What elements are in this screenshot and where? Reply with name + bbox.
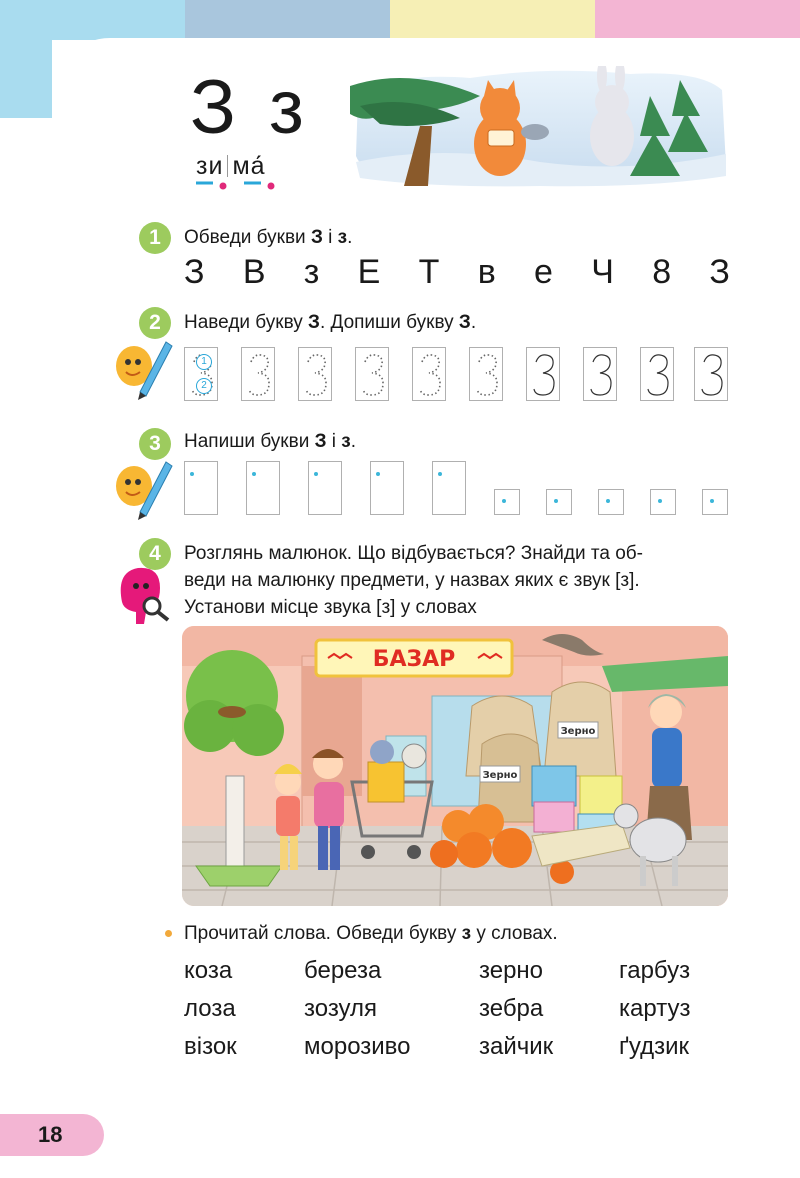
write-cell[interactable] <box>526 347 560 401</box>
reading-letter: з <box>461 923 472 944</box>
sack-label: Зерно <box>560 726 596 737</box>
task3-text-end: . <box>350 431 357 452</box>
reading-instruction <box>184 920 558 947</box>
task-number-2: 2 <box>139 307 171 339</box>
word: зебра <box>479 995 544 1022</box>
trace-cell[interactable] <box>469 347 503 401</box>
word: картуз <box>619 995 691 1022</box>
lowercase-write-cell[interactable] <box>494 489 520 515</box>
start-dot <box>314 472 318 476</box>
write-cell[interactable] <box>640 347 674 401</box>
start-dot <box>252 472 256 476</box>
task1-letter[interactable]: Е <box>357 253 381 291</box>
winter-scene-illustration <box>350 66 728 188</box>
task3-text-mid: і <box>326 431 342 452</box>
task1-letter[interactable]: в <box>477 253 496 291</box>
task-number-1: 1 <box>139 222 171 254</box>
corner-tab <box>0 0 52 118</box>
pencil-character-icon <box>110 330 174 400</box>
task1-letter[interactable]: е <box>534 253 553 291</box>
task1-letter[interactable]: Ч <box>591 253 614 291</box>
magnifier-character-icon <box>112 562 174 628</box>
task1-letter[interactable]: з <box>303 253 320 291</box>
task-number-3: 3 <box>139 428 171 460</box>
task1-instruction <box>184 224 352 251</box>
task1-letter[interactable]: З <box>709 253 730 291</box>
start-dot <box>502 499 506 503</box>
word: зайчик <box>479 1033 554 1060</box>
task1-letter[interactable]: В <box>242 253 266 291</box>
word: зозуля <box>304 995 378 1022</box>
start-dot <box>606 499 610 503</box>
write-cell[interactable] <box>583 347 617 401</box>
trace-cell[interactable] <box>355 347 389 401</box>
start-dot <box>710 499 714 503</box>
task4-instruction <box>184 540 744 621</box>
task4-line-1: Розглянь малюнок. Що відбувається? Знайди та об- <box>184 543 643 564</box>
word: береза <box>304 957 382 984</box>
start-dot <box>658 499 662 503</box>
task-number-4: 4 <box>139 538 171 570</box>
color-band-2 <box>185 0 390 40</box>
lowercase-write-cell[interactable] <box>650 489 676 515</box>
task4-line-3: Установи місце звука [з] у словах <box>184 597 477 618</box>
word: коза <box>184 957 233 984</box>
task1-letter-row <box>184 252 730 292</box>
syllable-second: ма́ <box>232 152 266 180</box>
stroke-marker-2: 2 <box>196 378 212 394</box>
market-sign: БАЗАР <box>372 647 456 672</box>
task3-instruction <box>184 428 356 455</box>
reading-text-end: у словах. <box>471 923 558 944</box>
task2-text-mid: . Допиши букву <box>319 312 459 333</box>
market-illustration <box>182 626 728 906</box>
sack-label: Зерно <box>482 770 518 781</box>
write-cell[interactable] <box>694 347 728 401</box>
word: гарбуз <box>619 957 691 984</box>
trace-cell[interactable] <box>412 347 446 401</box>
task1-text-mid: і <box>322 227 338 248</box>
uppercase-write-cell[interactable] <box>246 461 280 515</box>
task1-text-start: Обведи букви <box>184 227 311 248</box>
bullet-dot <box>165 930 172 937</box>
uppercase-write-cell[interactable] <box>184 461 218 515</box>
syllable-scheme <box>196 152 266 181</box>
syllable-marks <box>196 180 286 192</box>
word: візок <box>184 1033 237 1060</box>
word: лоза <box>184 995 236 1022</box>
task1-letter[interactable]: Т <box>418 253 440 291</box>
trace-cell[interactable] <box>241 347 275 401</box>
word-list <box>184 954 744 1064</box>
start-dot <box>376 472 380 476</box>
start-dot <box>438 472 442 476</box>
task2-letter-write: З <box>458 312 471 333</box>
syllable-divider <box>227 155 228 177</box>
task1-letter-lower: з <box>337 227 348 248</box>
trace-cell[interactable] <box>298 347 332 401</box>
color-band-3 <box>390 0 595 40</box>
word: ґудзик <box>619 1033 689 1060</box>
task2-text-end: . <box>470 312 477 333</box>
letter-title: З з <box>190 65 310 150</box>
page-number: 18 <box>0 1114 104 1156</box>
color-band-4 <box>595 0 800 40</box>
start-dot <box>554 499 558 503</box>
uppercase-write-cell[interactable] <box>432 461 466 515</box>
word: зерно <box>479 957 544 984</box>
stroke-marker-1: 1 <box>196 354 212 370</box>
task1-letter[interactable]: 8 <box>652 253 672 291</box>
task2-text-start: Наведи букву <box>184 312 309 333</box>
lowercase-write-cell[interactable] <box>546 489 572 515</box>
lowercase-write-cell[interactable] <box>702 489 728 515</box>
task1-text-end: . <box>347 227 353 248</box>
task3-letter-lower: з <box>341 431 351 452</box>
lowercase-write-cell[interactable] <box>598 489 624 515</box>
task2-instruction <box>184 309 476 336</box>
uppercase-write-cell[interactable] <box>370 461 404 515</box>
pencil-character-icon <box>110 450 174 520</box>
task1-letter-upper: З <box>310 227 323 248</box>
task3-text-start: Напиши букви <box>184 431 315 452</box>
uppercase-write-cell[interactable] <box>308 461 342 515</box>
task3-letter-upper: З <box>314 431 327 452</box>
task1-letter[interactable]: З <box>184 253 205 291</box>
start-dot <box>190 472 194 476</box>
task2-letter-trace: З <box>308 312 320 333</box>
syllable-first: зи <box>196 152 224 180</box>
reading-text-start: Прочитай слова. Обведи букву <box>184 923 462 944</box>
word: морозиво <box>304 1033 411 1060</box>
trace-cell[interactable] <box>184 347 218 401</box>
task4-line-2: веди на малюнку предмети, у назвах яких є звук [з]. <box>184 570 640 591</box>
